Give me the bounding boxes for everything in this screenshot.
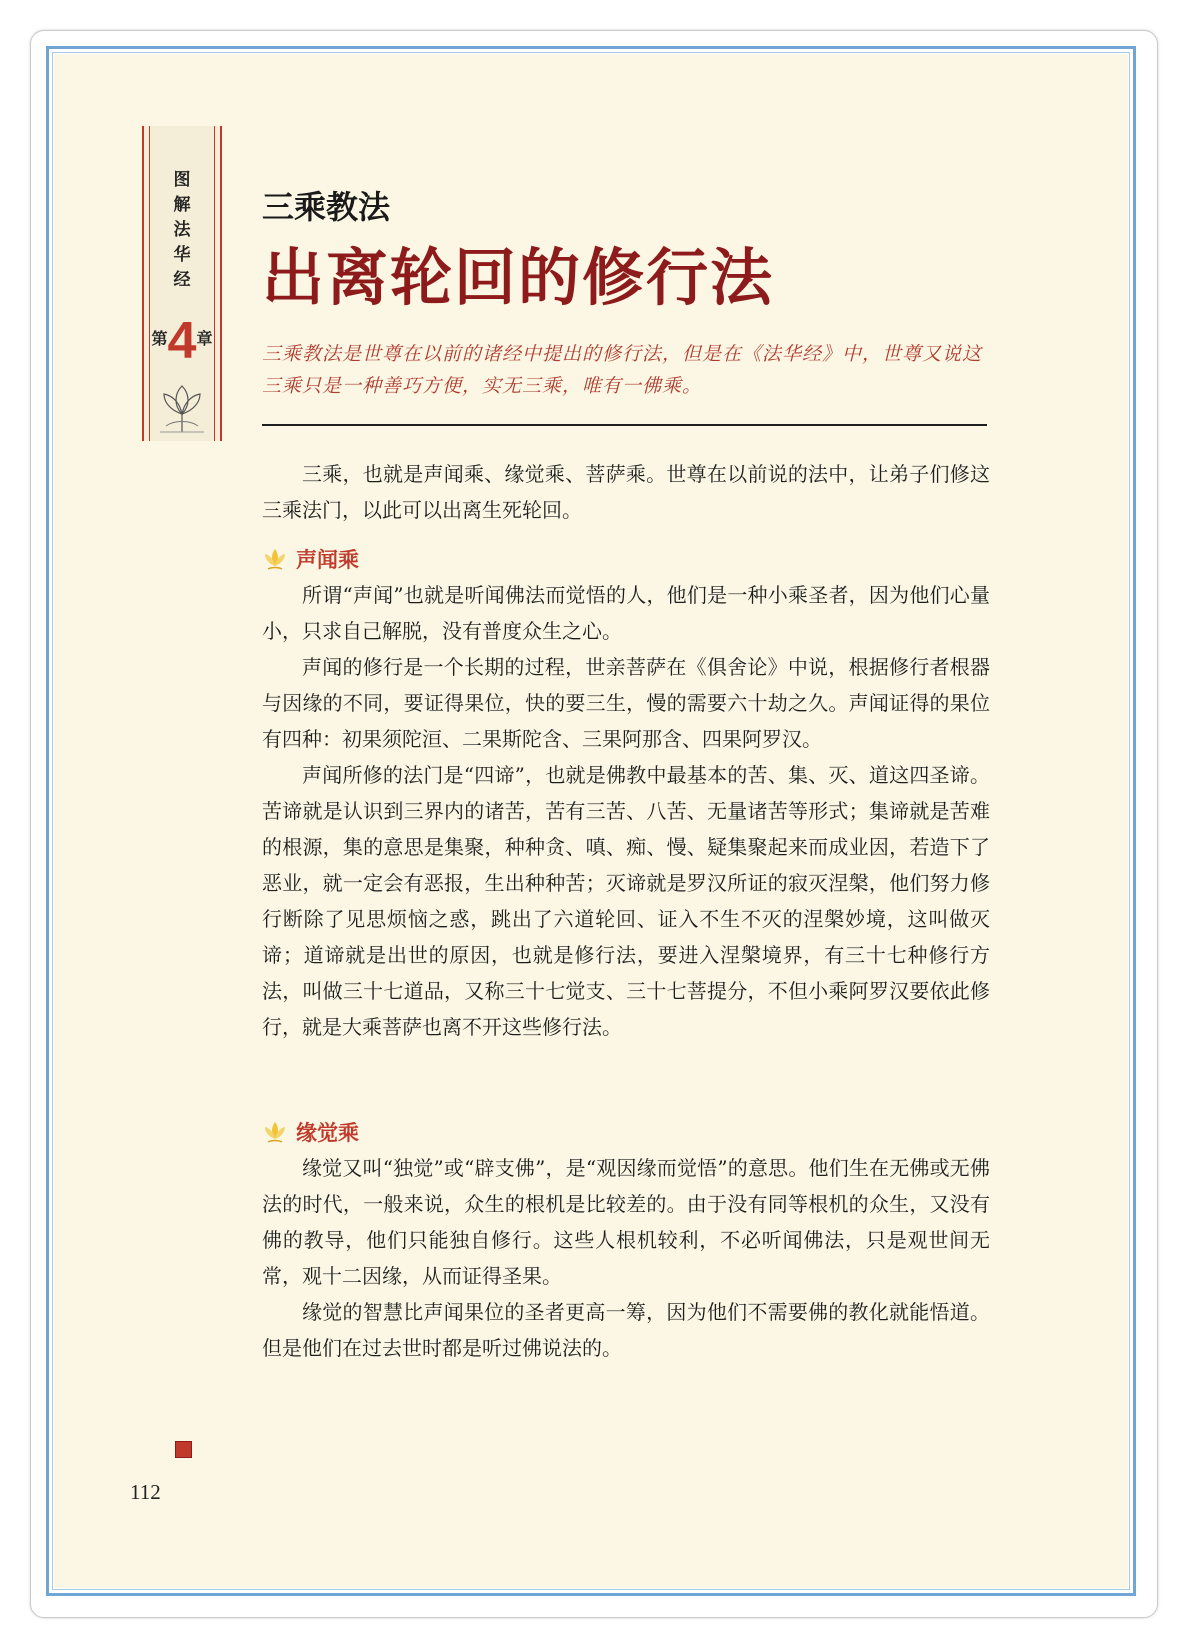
opening-paragraph: 三乘，也就是声闻乘、缘觉乘、菩萨乘。世尊在以前说的法中，让弟子们修这三乘法门，以此可以出离生死轮回。	[262, 462, 990, 522]
paragraph: 声闻的修行是一个长期的过程，世亲菩萨在《俱舍论》中说，根据修行者根器与因缘的不同，要证得果位，快的要三生，慢的需要六十劫之久。声闻证得的果位有四种：初果须陀洹、二果斯陀含、三果阿那含、四果阿罗汉。	[262, 655, 990, 751]
section-heading-label: 缘觉乘	[296, 1120, 359, 1145]
series-char: 解	[173, 195, 191, 215]
lotus-bullet-icon	[262, 1119, 288, 1145]
title-divider	[262, 424, 987, 426]
section1-body	[262, 577, 990, 1045]
series-char: 华	[173, 245, 191, 265]
paragraph: 缘觉又叫“独觉”或“辟支佛”，是“观因缘而觉悟”的意思。他们生在无佛或无佛法的时代，一般来说，众生的根机是比较差的。由于没有同等根机的众生，又没有佛的教导，他们只能独自修行。这些人根机较利，不必听闻佛法，只是观世间无常，观十二因缘，从而证得圣果。	[262, 1156, 990, 1288]
intro-summary: 三乘教法是世尊在以前的诸经中提出的修行法，但是在《法华经》中，世尊又说这三乘只是一种善巧方便，实无三乘，唯有一佛乘。	[262, 343, 983, 397]
paragraph: 缘觉的智慧比声闻果位的圣者更高一筹，因为他们不需要佛的教化就能悟道。但是他们在过去世时都是听过佛说法的。	[262, 1300, 990, 1360]
section-subtitle: 三乘教法	[262, 188, 391, 226]
series-title	[144, 168, 220, 293]
paragraph: 声闻所修的法门是“四谛”，也就是佛教中最基本的苦、集、灭、道这四圣谛。苦谛就是认识到三界内的诸苦，苦有三苦、八苦、无量诸苦等形式；集谛就是苦难的根源，集的意思是集聚，种种贪、嗔、痴、慢、疑集聚起来而成业因，若造下了恶业，就一定会有恶报，生出种种苦；灭谛就是罗汉所证的寂灭涅槃，他们努力修行断除了见思烦恼之惑，跳出了六道轮回、证入不生不灭的涅槃妙境，这叫做灭谛；道谛就是出世的原因，也就是修行法，要进入涅槃境界，有三十七种修行方法，叫做三十七道品，又称三十七觉支、三十七菩提分，不但小乘阿罗汉要依此修行，就是大乘菩萨也离不开这些修行法。	[262, 763, 990, 1039]
series-char: 法	[173, 220, 191, 240]
page-title: 出离轮回的修行法	[262, 241, 775, 314]
section-heading-shengwen	[262, 541, 359, 577]
section2-body	[262, 1150, 990, 1366]
chapter-suffix: 章	[196, 329, 213, 348]
page-number: 112	[130, 1480, 161, 1504]
red-seal-icon	[175, 1441, 192, 1458]
series-char: 经	[173, 270, 191, 290]
series-char: 图	[173, 170, 191, 190]
section-heading-label: 声闻乘	[296, 547, 359, 572]
section-heading-yuanjue	[262, 1114, 359, 1150]
chapter-side-tab	[142, 126, 222, 441]
opening-text	[262, 456, 990, 528]
lotus-illustration-icon	[152, 376, 212, 436]
chapter-label	[148, 312, 216, 370]
chapter-number: 4	[167, 312, 197, 370]
paragraph: 所谓“声闻”也就是听闻佛法而觉悟的人，他们是一种小乘圣者，因为他们心量小，只求自己解脱，没有普度众生之心。	[262, 583, 990, 643]
lotus-bullet-icon	[262, 546, 288, 572]
chapter-prefix: 第	[151, 329, 168, 348]
